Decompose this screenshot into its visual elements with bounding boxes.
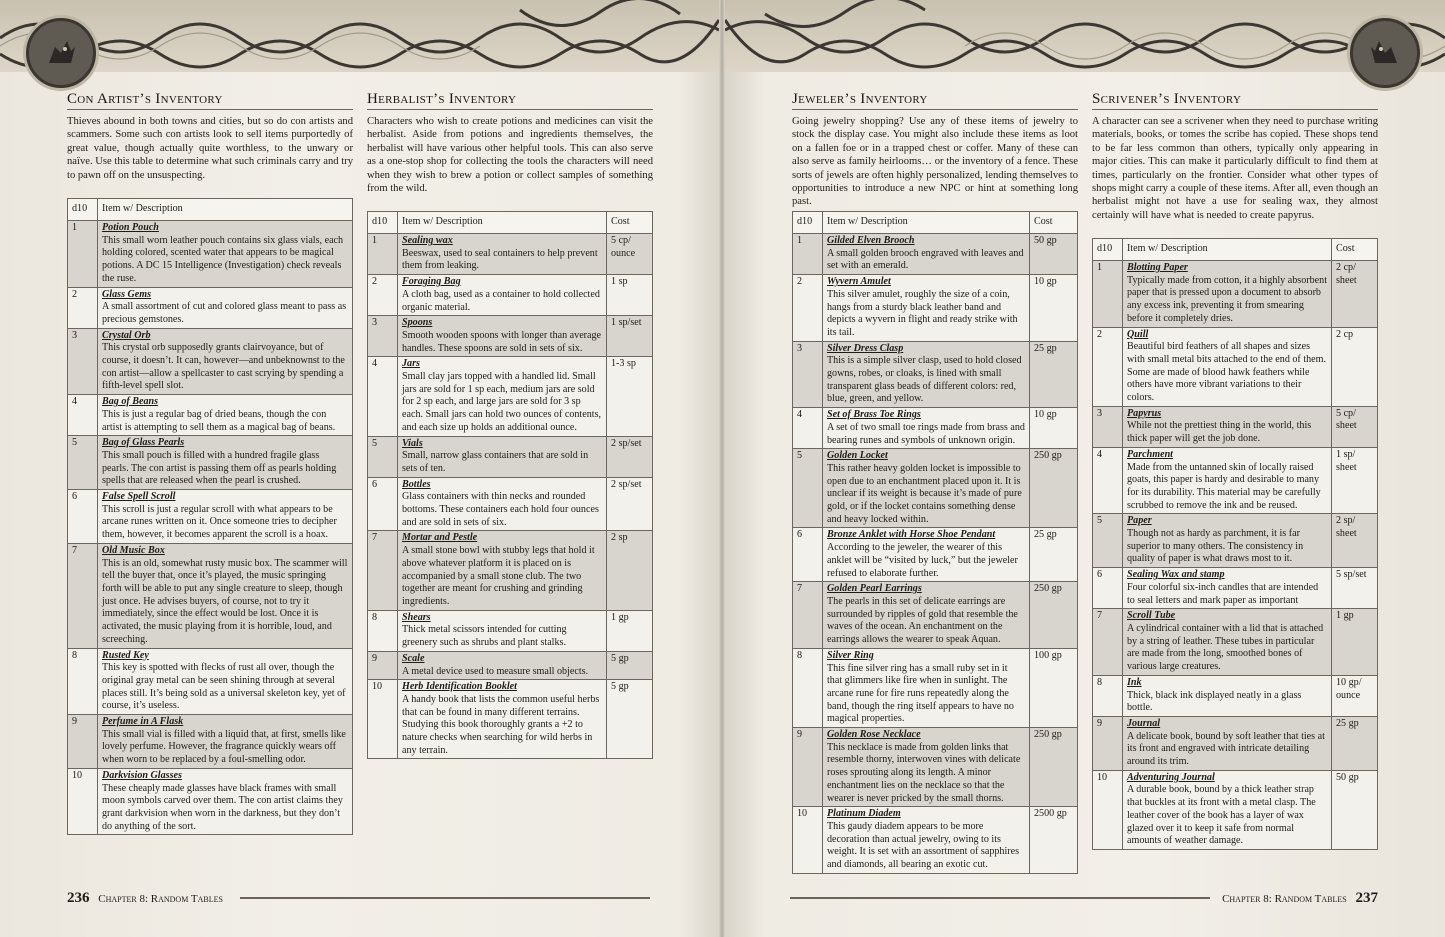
item-name: Bag of Glass Pearls <box>102 437 185 449</box>
item-description: These cheaply made glasses have black frames with small moon symbols carved over them. The con artist claims they grant darkvision when worn in the darkness, but they don’t do anything of the sort. <box>102 782 343 832</box>
item-cell <box>1123 261 1332 328</box>
item-name: Quill <box>1127 328 1149 340</box>
table-row <box>68 490 353 544</box>
item-cell <box>98 395 353 436</box>
table-row <box>1093 261 1378 328</box>
column-header-d10: d10 <box>368 212 398 234</box>
scrivener-heading: Scrivener’s Inventory <box>1092 91 1378 110</box>
item-cost: 1 gp <box>607 610 653 651</box>
item-name: False Spell Scroll <box>102 491 176 503</box>
table-row <box>68 395 353 436</box>
chapter-label: Chapter 8: Random Tables <box>1222 893 1347 905</box>
roll-number: 8 <box>368 610 398 651</box>
dragon-crest-icon <box>26 18 96 88</box>
item-cost: 250 gp <box>1030 728 1078 807</box>
table-row <box>368 275 653 316</box>
item-cell <box>398 610 607 651</box>
roll-number: 6 <box>1093 568 1123 609</box>
roll-number: 1 <box>1093 261 1123 328</box>
table-row <box>793 275 1078 342</box>
con-artist-intro: Thieves abound in both towns and cities, but so do con artists and scammers. Some such con artists look to sell items purportedly of great value, though actually quite worthless, to the unwary or naïve. Use this table to determine what such criminals carry and try to pawn off on the unsuspecting. <box>67 116 353 181</box>
roll-number: 6 <box>793 528 823 582</box>
item-description: This is a simple silver clasp, used to hold closed gowns, robes, or cloaks, is lined with small transparent glass beads of different colors: red, blue, green, and yellow. <box>827 355 1022 405</box>
item-cost: 100 gp <box>1030 648 1078 727</box>
item-description: This scroll is just a regular scroll with what appears to be arcane runes written on it. Once someone tries to decipher them, however, it becomes apparent the scroll is a hoax. <box>102 503 337 541</box>
item-name: Ink <box>1127 676 1142 688</box>
roll-number: 5 <box>1093 514 1123 568</box>
roll-number: 2 <box>68 287 98 328</box>
item-name: Sealing wax <box>402 235 453 246</box>
table-row <box>68 715 353 769</box>
item-cost: 5 gp <box>607 651 653 679</box>
roll-number: 8 <box>68 648 98 715</box>
item-name: Golden Pearl Earrings <box>827 583 922 595</box>
item-cost: 1 sp/ sheet <box>1332 447 1378 514</box>
item-description: A small golden brooch engraved with leaves and set with an emerald. <box>827 247 1024 272</box>
jeweler-intro: Going jewelry shopping? Use any of these items of jewelry to stock the display case. You might also include these items as loot on a fallen foe or in a trapped chest or coffer. Many of these can also serve as family heirlooms… or the inventory of a fence. These sorts of jewels are often highly personalized, lending themselves to opportunities to introduce a new NPC or hint at something long past. <box>792 116 1078 208</box>
book-gutter <box>719 0 725 937</box>
item-cost: 2 sp <box>607 531 653 610</box>
table-row <box>1093 406 1378 447</box>
item-name: Bottles <box>402 478 431 490</box>
item-name: Shears <box>402 611 431 623</box>
column-header-d10: d10 <box>68 199 98 221</box>
table-row <box>1093 568 1378 609</box>
roll-number: 9 <box>68 715 98 769</box>
item-description: Beeswax, used to seal containers to help prevent them from leaking. <box>402 247 598 272</box>
footer-left <box>67 890 223 907</box>
item-cell <box>98 490 353 544</box>
roll-number: 4 <box>1093 447 1123 514</box>
item-cell <box>823 408 1030 449</box>
item-name: Set of Brass Toe Rings <box>827 409 921 421</box>
table-row <box>793 234 1078 275</box>
table-row <box>68 287 353 328</box>
roll-number: 6 <box>368 477 398 531</box>
item-cost: 2 sp/set <box>607 436 653 477</box>
item-cost: 2 cp/ sheet <box>1332 261 1378 328</box>
roll-number: 3 <box>68 328 98 395</box>
item-name: Rusted Key <box>102 649 149 661</box>
table-row <box>368 436 653 477</box>
item-description: This is just a regular bag of dried beans, though the con artist is attempting to sell them as a magical bag of beans. <box>102 408 336 433</box>
item-cell <box>823 275 1030 342</box>
item-cost: 50 gp <box>1332 770 1378 849</box>
item-description: Smooth wooden spoons with longer than average handles. These spoons are sold in sets of six. <box>402 329 602 354</box>
roll-number: 2 <box>1093 327 1123 406</box>
roll-number: 1 <box>368 234 398 275</box>
item-cell <box>398 275 607 316</box>
item-cell <box>1123 568 1332 609</box>
item-cost: 25 gp <box>1030 341 1078 408</box>
item-name: Journal <box>1127 717 1161 729</box>
item-description: A durable book, bound by a thick leather strap that buckles at its front with a metal clasp. The leather cover of the book has a layer of wax glazed over it to keep it safe from normal amounts of weather damage. <box>1127 784 1316 847</box>
roll-number: 1 <box>793 234 823 275</box>
dragon-crest-icon <box>1350 18 1420 88</box>
item-cell <box>1123 406 1332 447</box>
item-cell <box>1123 716 1332 770</box>
table-row <box>368 680 653 759</box>
item-description: This small pouch is filled with a hundred fragile glass pearls. The con artist is passing them off as pearls holding spells that are released when the pearl is crushed. <box>102 449 337 487</box>
item-cell <box>823 582 1030 649</box>
con-artist-table <box>67 198 353 835</box>
table-row <box>68 648 353 715</box>
item-description: This crystal orb supposedly grants clairvoyance, but of course, it doesn’t. It can, however—and unbeknownst to the con artist—allow a spellcaster to cast scrying by spending a fifth-level spell slot. <box>102 342 345 392</box>
item-cell <box>98 436 353 490</box>
item-name: Adventuring Journal <box>1127 771 1215 783</box>
item-name: Parchment <box>1127 448 1173 460</box>
item-name: Wyvern Amulet <box>827 276 891 288</box>
roll-number: 5 <box>368 436 398 477</box>
roll-number: 4 <box>793 408 823 449</box>
column-header-item: Item w/ Description <box>398 212 607 234</box>
item-description: A set of two small toe rings made from brass and bearing runes and symbols of unknown origin. <box>827 421 1025 446</box>
jeweler-heading: Jeweler’s Inventory <box>792 91 1078 110</box>
item-cost: 5 sp/set <box>1332 568 1378 609</box>
item-cell <box>398 680 607 759</box>
item-description: Four colorful six-inch candles that are intended to seal letters and mark paper as important <box>1127 581 1319 606</box>
item-description: A cylindrical container with a lid that is attached by a string of leather. These tubes in particular are made from the long, smoothed bones of various large creatures. <box>1127 622 1324 673</box>
item-description: A small stone bowl with stubby legs that hold it above whatever platform it is placed on is accompanied by a small stone club. The two together are meant for crushing and grinding ingredients. <box>402 545 595 607</box>
item-cost: 2 sp/ sheet <box>1332 514 1378 568</box>
item-cost: 10 gp <box>1030 408 1078 449</box>
item-cell <box>398 357 607 436</box>
item-cell <box>1123 514 1332 568</box>
item-description: According to the jeweler, the wearer of this anklet will be “visited by luck,” but the jeweler refused to elaborate further. <box>827 542 1018 579</box>
item-description: Typically made from cotton, it a highly absorbent paper that is pressed upon a document to absorb any excess ink, preventing it from smearing before it completely dries. <box>1127 274 1327 324</box>
roll-number: 3 <box>793 341 823 408</box>
item-cell <box>398 477 607 531</box>
column-header-item: Item w/ Description <box>1123 239 1332 261</box>
item-cell <box>823 234 1030 275</box>
table-row <box>368 234 653 275</box>
item-name: Papyrus <box>1127 407 1162 419</box>
table-row <box>1093 447 1378 514</box>
roll-number: 7 <box>793 582 823 649</box>
column-header-item: Item w/ Description <box>823 212 1030 234</box>
table-row <box>1093 609 1378 676</box>
jeweler-table <box>792 211 1078 874</box>
roll-number: 8 <box>793 648 823 727</box>
item-description: Glass containers with thin necks and rounded bottoms. These containers each hold four ounces and are sold in sets of six. <box>402 491 599 528</box>
roll-number: 6 <box>68 490 98 544</box>
herbalist-intro: Characters who wish to create potions and medicines can visit the herbalist. Aside from potions and ingredients themselves, the herbalist will have various other helpful tools. This can also serve as a one-stop shop for collecting the tools the characters will need when they wish to brew a potion or collect samples of something from the wild. <box>367 116 653 195</box>
item-cell <box>1123 327 1332 406</box>
column-header-cost: Cost <box>1030 212 1078 234</box>
table-row <box>793 648 1078 727</box>
knotwork-border-right <box>725 0 1445 90</box>
table-row <box>368 316 653 357</box>
item-cell <box>823 449 1030 528</box>
item-cell <box>98 221 353 288</box>
item-cell <box>98 768 353 835</box>
herbalist-heading: Herbalist’s Inventory <box>367 91 653 110</box>
roll-number: 1 <box>68 221 98 288</box>
item-name: Scroll Tube <box>1127 610 1176 622</box>
item-cost: 10 gp <box>1030 275 1078 342</box>
item-name: Gilded Elven Brooch <box>827 235 915 246</box>
item-cell <box>398 651 607 679</box>
item-cost: 1 sp <box>607 275 653 316</box>
item-cost: 25 gp <box>1030 528 1078 582</box>
scrivener-intro: A character can see a scrivener when they need to purchase writing materials, books, or tomes the scribe has copied. These shops tend to be far less common than others, typically only appearing in major cities. This can make it particularly difficult to find them at times, particularly on the frontier. Consider what other types of shops might carry a couple of these items. After all, even though an herbalist might not have a use for sealing wax, they almost certainly will have what is needed to create papyrus. <box>1092 116 1378 221</box>
page-number: 236 <box>67 890 90 906</box>
item-cell <box>398 234 607 275</box>
item-cost: 25 gp <box>1332 716 1378 770</box>
item-cell <box>823 528 1030 582</box>
item-name: Sealing Wax and stamp <box>1127 569 1225 581</box>
item-cell <box>823 341 1030 408</box>
item-description: Though not as hardy as parchment, it is far superior to many others. The consistency in quality of paper is what draws most to it. <box>1127 528 1304 565</box>
footer-flourish-left <box>240 897 650 899</box>
table-row <box>1093 514 1378 568</box>
item-description: This gaudy diadem appears to be more decoration than actual jewelry, owing to its weight. It is set with an assortment of sapphires and diamonds, all bearing an exotic cut. <box>827 820 1020 871</box>
item-cost: 2 cp <box>1332 327 1378 406</box>
knotwork-border-left <box>0 0 719 90</box>
item-name: Silver Ring <box>827 649 874 661</box>
item-cell <box>98 715 353 769</box>
roll-number: 2 <box>793 275 823 342</box>
item-cost: 5 cp/ sheet <box>1332 406 1378 447</box>
item-description: This rather heavy golden locket is impossible to open due to an enchantment placed upon it. It is unclear if its weight is because it’s made of pure gold, or if the locket contains something dense and heavy locked within. <box>827 462 1022 525</box>
item-description: Made from the untanned skin of locally raised goats, this paper is hardy and desirable to many for its durability. This material may be carefully scrubbed to remove the ink and be reused. <box>1127 461 1321 511</box>
item-name: Spoons <box>402 317 433 329</box>
chapter-label: Chapter 8: Random Tables <box>98 893 223 905</box>
page-number: 237 <box>1355 890 1378 906</box>
table-row <box>1093 716 1378 770</box>
item-description: Thick, black ink displayed neatly in a glass bottle. <box>1127 689 1302 714</box>
column-header-d10: d10 <box>793 212 823 234</box>
roll-number: 4 <box>368 357 398 436</box>
item-name: Jars <box>402 358 420 370</box>
roll-number: 3 <box>368 316 398 357</box>
herbalist-table <box>367 211 653 759</box>
item-cost: 50 gp <box>1030 234 1078 275</box>
item-name: Golden Rose Necklace <box>827 729 921 741</box>
scrivener-table <box>1092 238 1378 850</box>
item-description: This small worn leather pouch contains six glass vials, each holding colored, scented water that appears to be magical potions. A DC 15 Intelligence (Investigation) check reveals the ruse. <box>102 234 344 284</box>
item-cost: 5 gp <box>607 680 653 759</box>
roll-number: 7 <box>68 543 98 648</box>
item-name: Blotting Paper <box>1127 262 1188 273</box>
item-name: Silver Dress Clasp <box>827 342 904 354</box>
table-row <box>793 582 1078 649</box>
item-cost: 1 sp/set <box>607 316 653 357</box>
item-cost: 1 gp <box>1332 609 1378 676</box>
item-cost: 2500 gp <box>1030 807 1078 874</box>
roll-number: 7 <box>368 531 398 610</box>
table-row <box>793 728 1078 807</box>
item-description: Thick metal scissors intended for cutting greenery such as shrubs and plant stalks. <box>402 624 567 649</box>
column-header-d10: d10 <box>1093 239 1123 261</box>
table-row <box>368 610 653 651</box>
roll-number: 2 <box>368 275 398 316</box>
item-name: Scale <box>402 652 425 664</box>
table-row <box>793 341 1078 408</box>
roll-number: 10 <box>368 680 398 759</box>
column-header-cost: Cost <box>607 212 653 234</box>
table-row <box>793 528 1078 582</box>
item-description: This necklace is made from golden links that resemble thorny, interwoven vines with delicate roses sprouting along its length. A minor enchantment lies on the necklace so that the wearer is never pricked by the small thorns. <box>827 741 1021 804</box>
item-name: Glass Gems <box>102 288 152 300</box>
item-cell <box>823 807 1030 874</box>
table-row <box>68 328 353 395</box>
table-row <box>68 543 353 648</box>
item-description: A small assortment of cut and colored glass meant to pass as precious gemstones. <box>102 301 347 325</box>
item-cost: 250 gp <box>1030 582 1078 649</box>
table-row <box>68 436 353 490</box>
roll-number: 10 <box>1093 770 1123 849</box>
item-name: Darkvision Glasses <box>102 769 182 781</box>
item-cell <box>1123 447 1332 514</box>
item-description: The pearls in this set of delicate earrings are surrounded by ripples of gold that resemble the waves of the ocean. An enchantment on the earrings allows the wearer to speak Aquan. <box>827 595 1018 646</box>
item-name: Paper <box>1127 515 1152 527</box>
roll-number: 10 <box>793 807 823 874</box>
item-description: This key is spotted with flecks of rust all over, though the original gray metal can be seen shining through at several places still. It’s being sold as a universal skeleton key, yet of course, it’s useless. <box>102 662 346 712</box>
column-header-cost: Cost <box>1332 239 1378 261</box>
item-cost: 1-3 sp <box>607 357 653 436</box>
item-name: Herb Identification Booklet <box>402 681 517 693</box>
item-description: This silver amulet, roughly the size of a coin, hangs from a sturdy black leather band and depicts a wyvern in flight and ready strike with its tail. <box>827 288 1018 338</box>
item-cell <box>823 728 1030 807</box>
item-name: Platinum Diadem <box>827 808 901 820</box>
item-cost: 10 gp/ ounce <box>1332 675 1378 716</box>
item-cell <box>398 531 607 610</box>
roll-number: 5 <box>68 436 98 490</box>
item-cell <box>98 328 353 395</box>
item-name: Perfume in A Flask <box>102 716 184 728</box>
con-artist-heading: Con Artist’s Inventory <box>67 91 353 110</box>
item-description: While not the prettiest thing in the world, this thick paper will get the job done. <box>1127 420 1312 445</box>
table-row <box>368 651 653 679</box>
roll-number: 9 <box>1093 716 1123 770</box>
item-description: This small vial is filled with a liquid that, at first, smells like lovely perfume. However, the fragrance quickly wears off when worn to be replaced by a foul-smelling odor. <box>102 728 346 766</box>
item-description: A handy book that lists the common useful herbs that can be found in many different terrains. Studying this book thoroughly grants a +2 to nature checks when searching for wild herbs in any terrain. <box>402 693 600 756</box>
item-description: Beautiful bird feathers of all shapes and sizes with small metal bits attached to the end of them. Some are made of blood hawk feathers while others have more vibrant variations to their colors. <box>1127 341 1327 404</box>
item-cell <box>398 316 607 357</box>
roll-number: 10 <box>68 768 98 835</box>
item-description: Small clay jars topped with a handled lid. Small jars are sold for 1 sp each, medium jars are sold for 2 sp each, and large jars are sold for 3 sp each. Small jars can hold two ounces of contents, and each size up holds an additional ounce. <box>402 371 602 433</box>
roll-number: 8 <box>1093 675 1123 716</box>
footer-flourish-right <box>790 897 1210 899</box>
item-name: Foraging Bag <box>402 276 461 288</box>
item-name: Old Music Box <box>102 544 165 556</box>
table-row <box>368 477 653 531</box>
item-cost: 5 cp/ ounce <box>607 234 653 275</box>
item-name: Mortar and Pestle <box>402 532 478 544</box>
table-row <box>793 408 1078 449</box>
table-row <box>1093 675 1378 716</box>
item-name: Bag of Beans <box>102 396 159 408</box>
item-cell <box>398 436 607 477</box>
item-cell <box>1123 675 1332 716</box>
item-cell <box>823 648 1030 727</box>
table-row <box>793 449 1078 528</box>
item-cell <box>1123 609 1332 676</box>
item-description: This is an old, somewhat rusty music box. The scammer will tell the buyer that, once it’s played, the music springing forth will be able to put any single creature to sleep, though just once. He advises buyers, of course, not to try it immediately, since the effect would be lost. Once it is activated, the music playing from it is horrible, loud, and screeching. <box>102 557 348 645</box>
footer-right <box>1222 890 1378 907</box>
item-cost: 250 gp <box>1030 449 1078 528</box>
roll-number: 4 <box>68 395 98 436</box>
item-name: Golden Locket <box>827 450 888 462</box>
roll-number: 9 <box>793 728 823 807</box>
column-header-item: Item w/ Description <box>98 199 353 221</box>
item-cell <box>1123 770 1332 849</box>
item-cell <box>98 648 353 715</box>
roll-number: 5 <box>793 449 823 528</box>
table-row <box>793 807 1078 874</box>
item-description: A cloth bag, used as a container to hold collected organic material. <box>402 288 600 313</box>
table-row <box>1093 770 1378 849</box>
roll-number: 9 <box>368 651 398 679</box>
item-description: A delicate book, bound by soft leather that ties at its front and engraved with intricate detailing around its trim. <box>1127 730 1325 768</box>
table-row <box>68 221 353 288</box>
item-description: A metal device used to measure small objects. <box>402 665 589 677</box>
item-name: Bronze Anklet with Horse Shoe Pendant <box>827 529 996 541</box>
item-cost: 2 sp/set <box>607 477 653 531</box>
item-description: This fine silver ring has a small ruby set in it that glimmers like fire when in sunlight. The arcane rune for fire runs repeatedly along the band, though the ring itself appears to have no magical properties. <box>827 662 1014 725</box>
item-name: Vials <box>402 437 423 449</box>
item-cell <box>98 543 353 648</box>
item-name: Potion Pouch <box>102 222 159 233</box>
item-description: Small, narrow glass containers that are sold in sets of ten. <box>402 450 589 474</box>
table-row <box>368 357 653 436</box>
roll-number: 3 <box>1093 406 1123 447</box>
table-row <box>1093 327 1378 406</box>
table-row <box>68 768 353 835</box>
item-name: Crystal Orb <box>102 329 151 341</box>
item-cell <box>98 287 353 328</box>
table-row <box>368 531 653 610</box>
roll-number: 7 <box>1093 609 1123 676</box>
